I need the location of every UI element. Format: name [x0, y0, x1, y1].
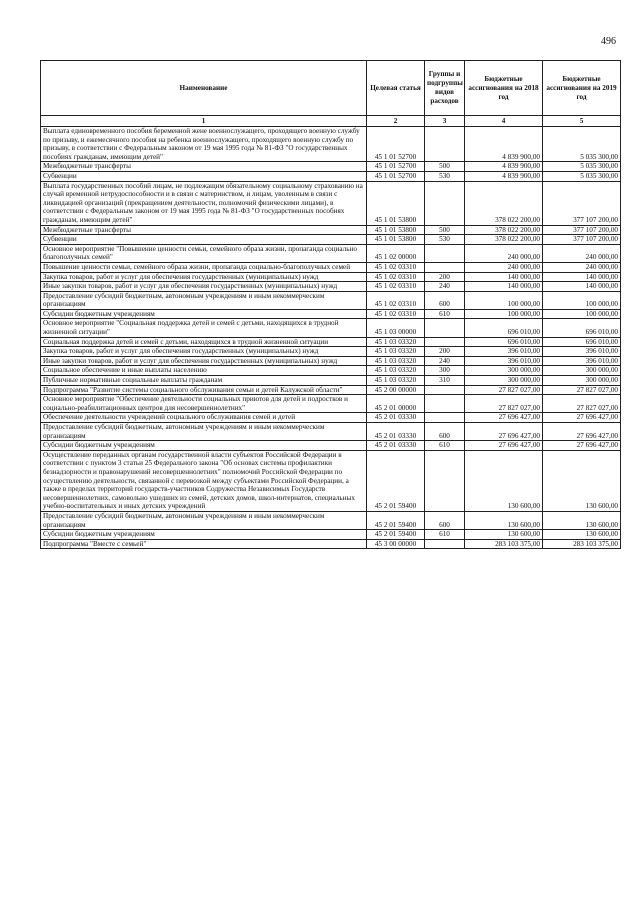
row-name: Предоставление субсидий бюджетным, автономным учреждениям и иным некоммерческим организациям — [41, 511, 367, 529]
row-amount-2018: 300 000,00 — [465, 366, 543, 376]
row-name: Субсидии бюджетным учреждениям — [41, 309, 367, 319]
row-name: Социальное обеспечение и иные выплаты населению — [41, 366, 367, 376]
row-group-code: 240 — [425, 356, 465, 366]
row-amount-2019: 130 600,00 — [543, 530, 621, 540]
row-amount-2019: 377 107 200,00 — [543, 225, 621, 235]
row-amount-2018: 27 827 027,00 — [465, 385, 543, 395]
row-name: Повышение ценности семьи, семейного образа жизни, пропаганда социально-благополучных семей — [41, 262, 367, 272]
row-group-code: 500 — [425, 225, 465, 235]
column-number: 1 — [41, 116, 367, 127]
row-amount-2019: 27 696 427,00 — [543, 423, 621, 441]
row-name: Иные закупки товаров, работ и услуг для обеспечения государственных (муниципальных) нужд — [41, 282, 367, 292]
page-number: 496 — [601, 36, 616, 47]
column-number: 2 — [367, 116, 425, 127]
row-name: Межбюджетные трансферты — [41, 162, 367, 172]
row-name: Закупка товаров, работ и услуг для обеспечения государственных (муниципальных) нужд — [41, 272, 367, 282]
header-target: Целевая статья — [367, 61, 425, 116]
table-row — [41, 511, 621, 529]
row-amount-2018: 378 022 200,00 — [465, 181, 543, 225]
row-amount-2018: 396 010,00 — [465, 347, 543, 357]
row-target-code: 45 1 02 03310 — [367, 262, 425, 272]
row-target-code: 45 1 01 53800 — [367, 225, 425, 235]
row-amount-2018: 27 827 027,00 — [465, 395, 543, 413]
row-group-code: 530 — [425, 171, 465, 181]
table-row — [41, 441, 621, 451]
row-amount-2019: 377 107 200,00 — [543, 235, 621, 245]
row-amount-2019: 100 000,00 — [543, 291, 621, 309]
row-target-code: 45 1 03 03320 — [367, 337, 425, 347]
table-row — [41, 291, 621, 309]
row-amount-2019: 696 010,00 — [543, 337, 621, 347]
row-amount-2018: 4 839 900,00 — [465, 127, 543, 162]
row-amount-2019: 130 600,00 — [543, 511, 621, 529]
table-row — [41, 376, 621, 386]
row-amount-2019: 130 600,00 — [543, 450, 621, 511]
row-amount-2018: 130 600,00 — [465, 530, 543, 540]
row-amount-2018: 396 010,00 — [465, 356, 543, 366]
table-row — [41, 235, 621, 245]
row-group-code — [425, 319, 465, 337]
row-target-code: 45 2 01 03330 — [367, 423, 425, 441]
row-target-code: 45 1 03 03320 — [367, 356, 425, 366]
row-group-code: 240 — [425, 282, 465, 292]
table-row — [41, 530, 621, 540]
table-row — [41, 395, 621, 413]
table-row — [41, 413, 621, 423]
row-amount-2018: 283 103 375,00 — [465, 539, 543, 549]
row-amount-2019: 100 000,00 — [543, 309, 621, 319]
row-amount-2018: 100 000,00 — [465, 291, 543, 309]
table-row — [41, 282, 621, 292]
row-group-code — [425, 262, 465, 272]
row-target-code: 45 2 01 03330 — [367, 441, 425, 451]
row-amount-2019: 5 035 300,00 — [543, 162, 621, 172]
row-target-code: 45 1 02 03310 — [367, 291, 425, 309]
row-group-code — [425, 127, 465, 162]
table-row — [41, 337, 621, 347]
row-amount-2019: 27 696 427,00 — [543, 441, 621, 451]
row-amount-2019: 140 000,00 — [543, 282, 621, 292]
row-amount-2019: 300 000,00 — [543, 366, 621, 376]
row-group-code: 600 — [425, 511, 465, 529]
row-target-code: 45 2 01 59400 — [367, 450, 425, 511]
row-name: Субсидии бюджетным учреждениям — [41, 530, 367, 540]
column-number-row — [41, 116, 621, 127]
row-amount-2018: 696 010,00 — [465, 319, 543, 337]
row-amount-2019: 140 000,00 — [543, 272, 621, 282]
row-target-code: 45 1 03 00000 — [367, 319, 425, 337]
table-row — [41, 262, 621, 272]
table-row — [41, 539, 621, 549]
table-body — [41, 127, 621, 549]
header-group: Группы и подгруппы видов расходов — [425, 61, 465, 116]
row-amount-2018: 140 000,00 — [465, 282, 543, 292]
row-amount-2018: 100 000,00 — [465, 309, 543, 319]
row-group-code — [425, 395, 465, 413]
table-row — [41, 385, 621, 395]
table-header-row — [41, 61, 621, 116]
table-row — [41, 181, 621, 225]
row-target-code: 45 1 02 03310 — [367, 282, 425, 292]
row-group-code: 300 — [425, 366, 465, 376]
row-name: Подпрограмма "Вместе с семьей" — [41, 539, 367, 549]
row-target-code: 45 1 03 03320 — [367, 376, 425, 386]
row-group-code: 530 — [425, 235, 465, 245]
row-group-code: 310 — [425, 376, 465, 386]
row-target-code: 45 2 01 03330 — [367, 413, 425, 423]
table-row — [41, 171, 621, 181]
row-name: Обеспечение деятельности учреждений социального обслуживания семей и детей — [41, 413, 367, 423]
row-group-code — [425, 337, 465, 347]
row-group-code: 600 — [425, 423, 465, 441]
row-name: Основное мероприятие "Повышение ценности семьи, семейного образа жизни, пропаганда социально благополучных семей" — [41, 244, 367, 262]
row-amount-2018: 696 010,00 — [465, 337, 543, 347]
row-amount-2019: 27 696 427,00 — [543, 413, 621, 423]
table-row — [41, 225, 621, 235]
row-name: Иные закупки товаров, работ и услуг для обеспечения государственных (муниципальных) нужд — [41, 356, 367, 366]
column-number: 4 — [465, 116, 543, 127]
row-group-code — [425, 244, 465, 262]
row-amount-2018: 4 839 900,00 — [465, 171, 543, 181]
row-name: Предоставление субсидий бюджетным, автономным учреждениям и иным некоммерческим организациям — [41, 291, 367, 309]
row-amount-2018: 27 696 427,00 — [465, 423, 543, 441]
table-row — [41, 127, 621, 162]
row-target-code: 45 1 01 52700 — [367, 162, 425, 172]
table-row — [41, 347, 621, 357]
row-name: Субсидии бюджетным учреждениям — [41, 441, 367, 451]
row-group-code — [425, 539, 465, 549]
row-group-code: 610 — [425, 530, 465, 540]
row-amount-2019: 27 827 027,00 — [543, 395, 621, 413]
row-name: Выплата государственных пособий лицам, не подлежащим обязательному социальному страхованию на случай временной нетрудоспособности и в связи с материнством, и лицам, уволенным в связи с ликвидацией организаций (прекращением деятельности, полномочий физическими лицами), в соответствии с Федеральным законом от 19 мая 1995 года № 81-ФЗ "О государственных пособиях гражданам, имеющим детей" — [41, 181, 367, 225]
row-amount-2019: 5 035 300,00 — [543, 127, 621, 162]
row-amount-2018: 378 022 200,00 — [465, 225, 543, 235]
row-amount-2018: 27 696 427,00 — [465, 441, 543, 451]
row-amount-2018: 130 600,00 — [465, 511, 543, 529]
row-amount-2018: 300 000,00 — [465, 376, 543, 386]
row-group-code: 610 — [425, 309, 465, 319]
row-name: Осуществление переданных органам государственной власти субъектов Российской Федерации в соответствии с пунктом 3 статьи 25 Федерального закона "Об основах системы профилактики безнадзорности и правонарушений несовершеннолетних" полномочий Российской Федерации по осуществлению деятельности, связанной с перевозкой между субъектами Российской Федерации, а также в пределах территорий государств-участников Содружества Независимых Государств несовершеннолетних, самовольно ушедших из семей, детских домов, школ-интернатов, специальных учебно-воспитательных и иных детских учреждений — [41, 450, 367, 511]
row-group-code: 200 — [425, 272, 465, 282]
row-amount-2019: 300 000,00 — [543, 376, 621, 386]
row-target-code: 45 2 01 00000 — [367, 395, 425, 413]
row-group-code — [425, 450, 465, 511]
header-2018: Бюджетные ассигнования на 2018 год — [465, 61, 543, 116]
row-target-code: 45 3 00 00000 — [367, 539, 425, 549]
column-number: 5 — [543, 116, 621, 127]
row-amount-2018: 240 000,00 — [465, 244, 543, 262]
table-row — [41, 366, 621, 376]
row-name: Межбюджетные трансферты — [41, 225, 367, 235]
row-amount-2019: 5 035 300,00 — [543, 171, 621, 181]
row-name: Предоставление субсидий бюджетным, автономным учреждениям и иным некоммерческим организациям — [41, 423, 367, 441]
table-row — [41, 309, 621, 319]
row-name: Основное мероприятие "Социальная поддержка детей и семей с детьми, находящихся в трудной жизненной ситуации" — [41, 319, 367, 337]
row-group-code: 200 — [425, 347, 465, 357]
row-target-code: 45 2 00 00000 — [367, 385, 425, 395]
row-group-code: 600 — [425, 291, 465, 309]
row-amount-2018: 140 000,00 — [465, 272, 543, 282]
row-amount-2019: 240 000,00 — [543, 244, 621, 262]
column-number: 3 — [425, 116, 465, 127]
header-2019: Бюджетные ассигнования на 2019 год — [543, 61, 621, 116]
row-group-code — [425, 181, 465, 225]
row-target-code: 45 2 01 59400 — [367, 511, 425, 529]
table-row — [41, 450, 621, 511]
row-name: Субвенции — [41, 171, 367, 181]
row-name: Выплата единовременного пособия беременной жене военнослужащего, проходящего военную службу по призыву, и ежемесячного пособия на ребенка военнослужащего, проходящего военную службу по призыву, в соответствии с Федеральным законом от 19 мая 1995 года № 81-ФЗ "О государственных пособиях гражданам, имеющим детей" — [41, 127, 367, 162]
row-amount-2019: 396 010,00 — [543, 356, 621, 366]
row-amount-2019: 696 010,00 — [543, 319, 621, 337]
row-name: Субвенции — [41, 235, 367, 245]
row-amount-2019: 283 103 375,00 — [543, 539, 621, 549]
budget-table — [40, 60, 621, 549]
row-target-code: 45 1 02 00000 — [367, 244, 425, 262]
row-group-code: 610 — [425, 441, 465, 451]
row-name: Подпрограмма "Развитие системы социального обслуживания семьи и детей Калужской области" — [41, 385, 367, 395]
row-group-code — [425, 385, 465, 395]
table-row — [41, 356, 621, 366]
row-target-code: 45 1 01 53800 — [367, 235, 425, 245]
row-amount-2018: 4 839 900,00 — [465, 162, 543, 172]
row-target-code: 45 1 01 53800 — [367, 181, 425, 225]
table-row — [41, 244, 621, 262]
row-target-code: 45 1 02 03310 — [367, 309, 425, 319]
row-group-code: 500 — [425, 162, 465, 172]
row-name: Социальная поддержка детей и семей с детьми, находящихся в трудной жизненной ситуации — [41, 337, 367, 347]
row-target-code: 45 1 03 03320 — [367, 347, 425, 357]
row-amount-2018: 130 600,00 — [465, 450, 543, 511]
header-name: Наименование — [41, 61, 367, 116]
row-amount-2018: 378 022 200,00 — [465, 235, 543, 245]
row-name: Основное мероприятие "Обеспечение деятельности социальных приютов для детей и подростков и социально-реабилитационных центров для несовершеннолетних" — [41, 395, 367, 413]
row-name: Закупка товаров, работ и услуг для обеспечения государственных (муниципальных) нужд — [41, 347, 367, 357]
row-target-code: 45 1 03 03320 — [367, 366, 425, 376]
row-target-code: 45 1 01 52700 — [367, 127, 425, 162]
row-amount-2019: 377 107 200,00 — [543, 181, 621, 225]
row-name: Публичные нормативные социальные выплаты гражданам — [41, 376, 367, 386]
row-amount-2019: 240 000,00 — [543, 262, 621, 272]
row-amount-2018: 240 000,00 — [465, 262, 543, 272]
table-row — [41, 272, 621, 282]
row-target-code: 45 1 01 52700 — [367, 171, 425, 181]
row-amount-2019: 396 010,00 — [543, 347, 621, 357]
table-row — [41, 423, 621, 441]
row-target-code: 45 1 02 03310 — [367, 272, 425, 282]
row-target-code: 45 2 01 59400 — [367, 530, 425, 540]
row-group-code — [425, 413, 465, 423]
row-amount-2018: 27 696 427,00 — [465, 413, 543, 423]
table-row — [41, 319, 621, 337]
table-row — [41, 162, 621, 172]
row-amount-2019: 27 827 027,00 — [543, 385, 621, 395]
